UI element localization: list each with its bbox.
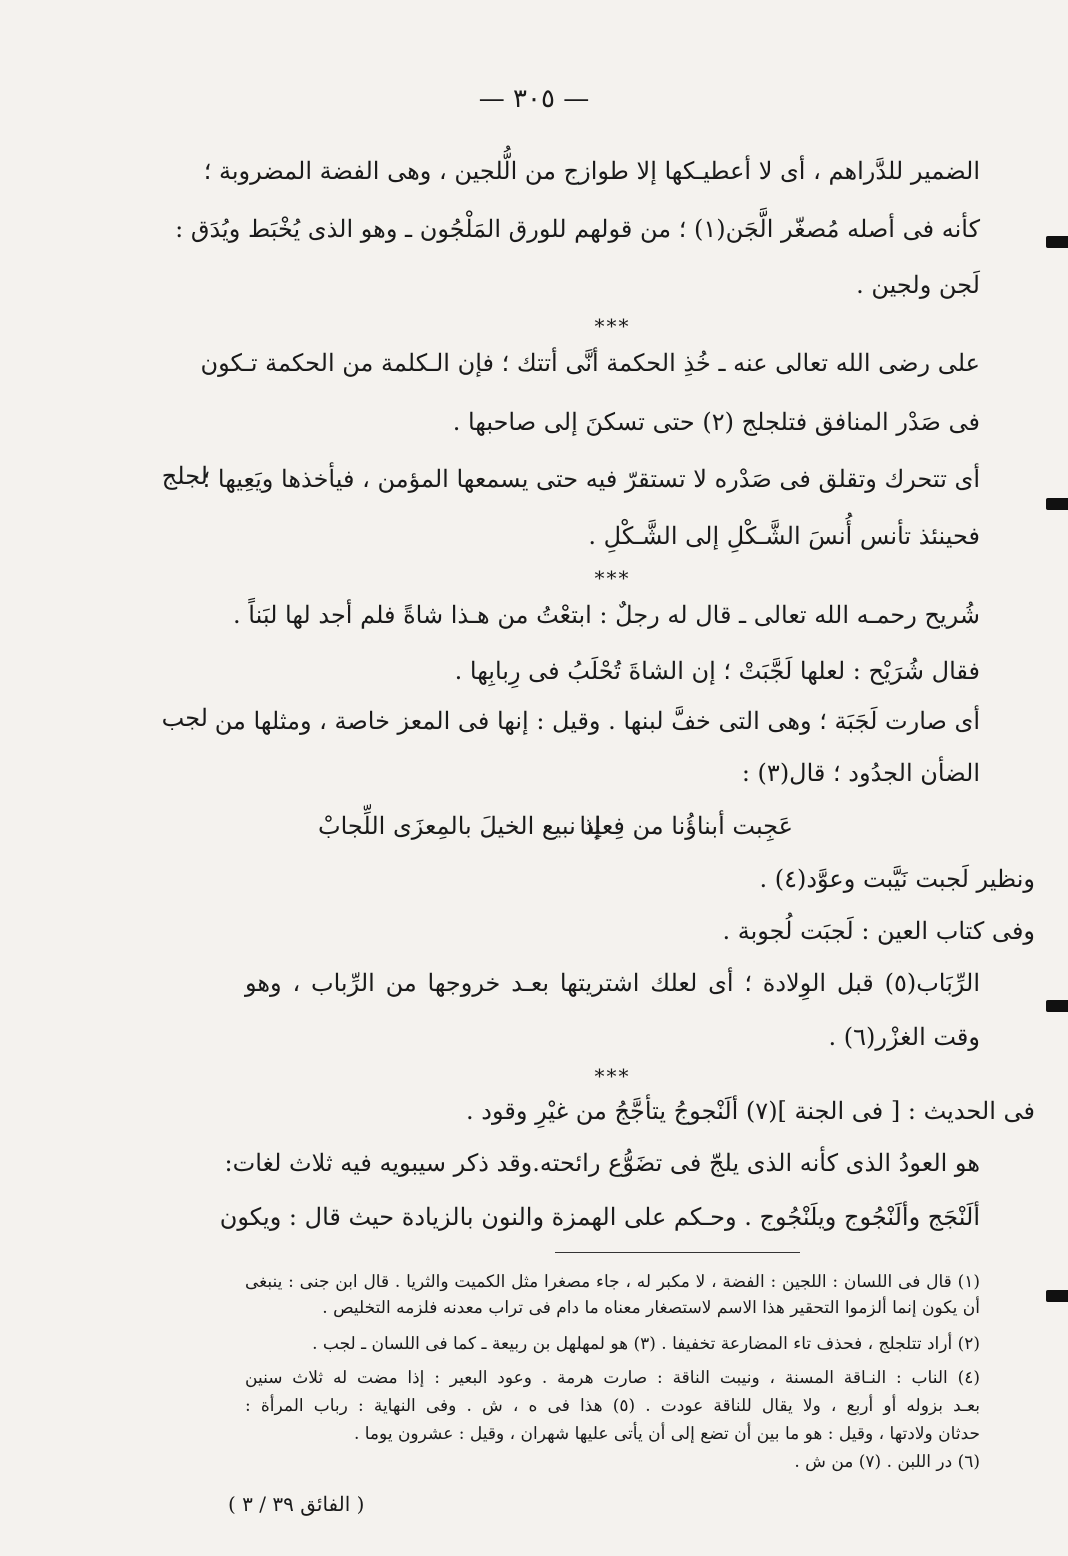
poem-hemistich-right: عَجِبت أبناؤُنا من فِعلِنا — [579, 812, 793, 840]
text-line: الضأن الجدُود ؛ قال(٣) : — [741, 759, 980, 787]
footnote-divider — [555, 1252, 800, 1253]
scan-edge-mark — [1046, 1290, 1068, 1302]
section-separator: *** — [594, 566, 631, 590]
text-line: وقت الغزْر(٦) . — [828, 1023, 980, 1051]
text-line: كأنه فى أصله مُصغّر الَّجَن(١) ؛ من قولهم للورق المَلْجُون ـ وهو الذى يُخْبَط ويُدَق : — [175, 215, 980, 243]
poem-hemistich-left: إذ نبيع الخيلَ بالمِعزَى اللِّجابْ — [318, 812, 601, 840]
footnote-line: (٦) در اللبن . (٧) من ش . — [794, 1452, 980, 1472]
text-line: الضمير للدَّراهم ، أى لا أعطيـكها إلا طوازج من الُّلجين ، وهى الفضة المضروبة ؛ — [203, 157, 980, 185]
text-line: شُريح رحمـه الله تعالى ـ قال له رجلٌ : ابتعْتُ من هـذا شاةً فلم أجد لها لبَناً . — [233, 601, 980, 629]
footnote-line: حدثان ولادتها ، وقيل : هو ما بين أن تضع إلى أن يأتى عليها شهران ، وقيل : عشرون يوما . — [353, 1424, 980, 1444]
signature-mark: ( الفائق ٣٩ / ٣ ) — [228, 1492, 365, 1516]
section-separator: *** — [594, 314, 631, 338]
margin-headword: لجلج — [161, 462, 208, 490]
footnote-line: بعـد بزوله أو أربع ، ولا يقال للناقة عودت . (٥) هذا فى ه ، ش . وفى النهاية : رباب المرأة : — [245, 1396, 980, 1416]
footnote-line: (٢) أراد تتلجلج ، فحذف تاء المضارعة تخفيفا . (٣) هو لمهلهل بن ربيعة ـ كما فى اللسان ـ لجب . — [312, 1334, 980, 1354]
footnote-line: (٤) الناب : النـاقة المسنة ، ونيبت الناقة : صارت هرمة . وعود البعير : إذا مضت له ثلاث سنين — [245, 1368, 980, 1388]
margin-headword: لجب — [161, 704, 208, 732]
text-line: وفى كتاب العين : لَجبَت لُجوبة . — [722, 917, 1035, 945]
scan-edge-mark — [1046, 236, 1068, 248]
scan-edge-mark — [1046, 498, 1068, 510]
footnote-line: أن يكون إنما ألزموا التحقير هذا الاسم لاستصغار معناه ما دام فى تراب معدنه فلزمه التخليص . — [322, 1298, 980, 1318]
text-line: فى صَدْر المنافق فتلجلج (٢) حتى تسكنَ إلى صاحبها . — [452, 408, 980, 436]
text-line: ألَنْجَج وألَنْجُوج ويلَنْجُوج . وحـكم على الهمزة والنون بالزيادة حيث قال : ويكون — [219, 1203, 980, 1231]
text-line: فى الحديث : [ فى الجنة ](٧) ألَنْجوجُ يتأجَّجُ من غيْرِ وقود . — [466, 1097, 1035, 1125]
text-line: فقال شُرَيْح : لعلها لَجَّبَتْ ؛ إن الشاةَ تُحْلَبُ فى رِبابِها . — [454, 657, 980, 685]
page-number: — ٣٠٥ — — [478, 84, 590, 114]
scan-edge-mark — [1046, 1000, 1068, 1012]
footnote-line: (١) قال فى اللسان : اللجين : الفضة ، لا مكبر له ، جاء مصغرا مثل الكميت والثريا . قال ابن جنى : ينبغى — [245, 1272, 980, 1292]
text-line: ونظير لَجبت نَيَّبت وعوَّد(٤) . — [759, 865, 1035, 893]
text-line: أى صارت لَجَبَة ؛ وهى التى خفَّ لبنها . وقيل : إنها فى المعز خاصة ، ومثلها من — [214, 707, 980, 735]
text-line: على رضى الله تعالى عنه ـ خُذِ الحكمة أنَّى أتتك ؛ فإن الـكلمة من الحكمة تـكون — [200, 349, 980, 377]
text-line: هو العودُ الذى كأنه الذى يلجّ فى تضَوُّع رائحته.وقد ذكر سيبويه فيه ثلاث لغات: — [224, 1149, 980, 1177]
text-line: لَجن ولجين . — [856, 271, 980, 299]
section-separator: *** — [594, 1064, 631, 1088]
text-line: أى تتحرك وتقلق فى صَدْره لا تستقرّ فيه حتى يسمعها المؤمن ، فيأخذها ويَعِيها ؛ — [202, 465, 980, 493]
text-line: فحينئذ تأنس أُنسَ الشَّـكْلِ إلى الشَّـكْلِ . — [588, 522, 980, 550]
text-line: الرِّبَاب(٥) قبل الوِلادة ؛ أى لعلك اشتريتها بعـد خروجها من الرِّباب ، وهو — [245, 969, 980, 997]
